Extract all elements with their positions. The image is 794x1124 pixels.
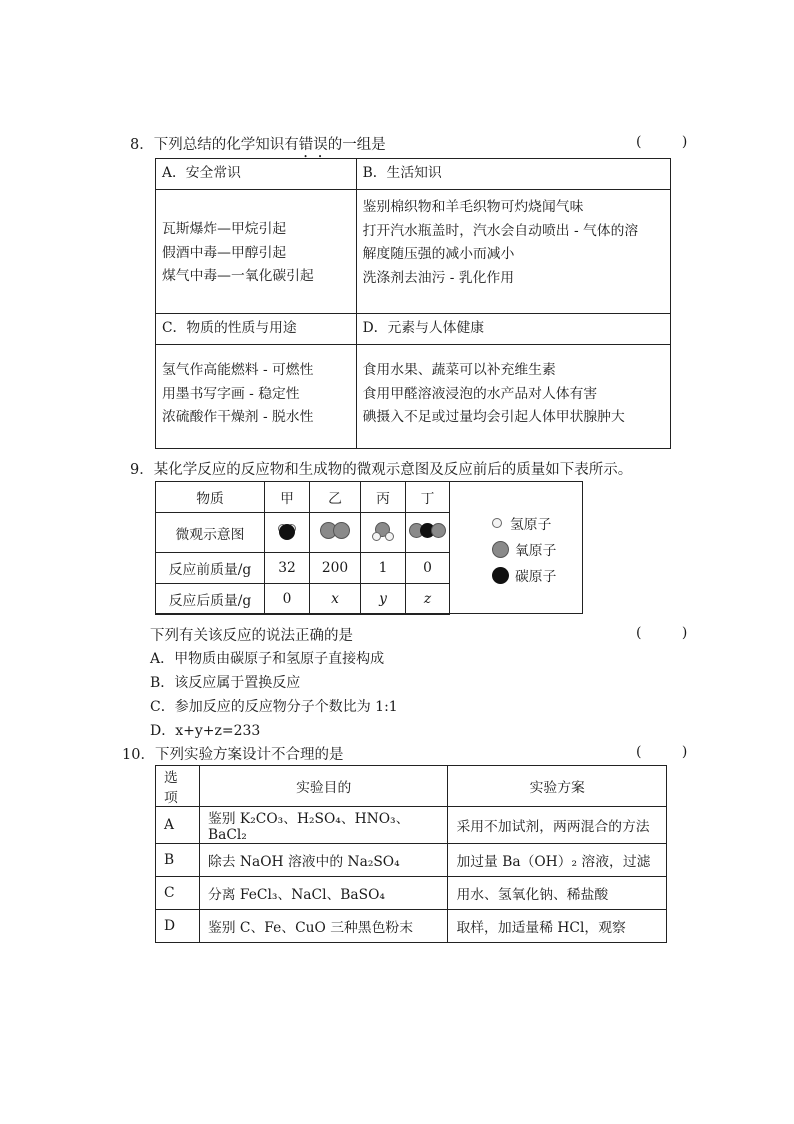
q8-cell-d-body [356,345,670,449]
q10-row-a-plan: 采用不加试剂，两两混合的方法 [448,807,667,844]
q10-table [155,765,667,943]
q9-after-bing: y [361,584,406,615]
q9-row-before-label: 反应前质量/g [156,553,265,584]
q9-row-diagram-label: 微观示意图 [156,513,265,553]
carbon-atom-icon [492,567,509,584]
water-molecule-icon [372,521,394,541]
q9-stem: 9．某化学反应的反应物和生成物的微观示意图及反应前后的质量如下表所示。 [130,462,633,478]
q8-d-line: 食用甲醛溶液浸泡的水产品对人体有害 [362,385,598,402]
q8-cell-b-head: B．生活知识 [356,159,670,190]
table-row [156,910,667,943]
table-row [156,807,667,844]
q9-molecule-yi [310,513,361,553]
q10-row-c-purpose: 分离 FeCl₃、NaCl、BaSO₄ [199,877,447,910]
q9-molecule-jia [265,513,310,553]
q9-header-jia: 甲 [265,482,310,513]
q9-sub-stem: 下列有关该反应的说法正确的是 [150,628,353,644]
q9-molecule-ding [406,513,450,553]
q9-option-a: A．甲物质由碳原子和氢原子直接构成 [150,651,385,667]
q10-row-d-purpose: 鉴别 C、Fe、CuO 三种黑色粉末 [199,910,447,943]
q8-a-line: 假酒中毒—甲醇引起 [162,244,287,261]
q10-row-d-option: D [156,910,200,943]
q10-header-plan: 实验方案 [448,766,667,807]
oxygen-molecule-icon [320,522,350,539]
q10-row-a-purpose: 鉴别 K₂CO₃、H₂SO₄、HNO₃、BaCl₂ [199,807,447,844]
q8-answer-paren: ( ) [636,134,706,150]
q10-row-b-option: B [156,844,200,877]
legend-hydrogen [492,510,556,536]
q9-option-c: C．参加反应的反应物分子个数比为 1:1 [150,699,398,715]
q8-b-line: 洗涤剂去油污 - 乳化作用 [362,269,515,286]
q8-b-line: 鉴别棉织物和羊毛织物可灼烧闻气味 [362,199,584,215]
q8-cell-a-body [156,190,357,314]
q9-header-ding: 丁 [406,482,450,513]
q9-header-substance: 物质 [156,482,265,513]
q10-answer-paren: ( ) [636,744,706,760]
legend-oxygen-label: 氧原子 [515,543,557,559]
q8-c-line: 浓硫酸作干燥剂 - 脱水性 [162,409,314,425]
q8-cell-c-head: C．物质的性质与用途 [156,314,357,345]
q10-stem: 10．下列实验方案设计不合理的是 [122,747,344,763]
q9-before-bing: 1 [361,553,406,584]
q8-table [155,158,671,449]
table-row [156,877,667,910]
q9-after-yi: x [310,584,361,615]
q9-row-after-label: 反应后质量/g [156,584,265,615]
legend-carbon-label: 碳原子 [515,569,557,585]
q10-row-c-option: C [156,877,200,910]
q9-option-b: B．该反应属于置换反应 [150,675,301,691]
hydrogen-atom-icon [492,518,502,528]
q9-after-ding: z [406,584,450,615]
q8-cell-a-head: A．安全常识 [156,159,357,190]
q8-a-line: 瓦斯爆炸—甲烷引起 [162,221,287,237]
q9-answer-paren: ( ) [636,625,706,641]
q8-d-line: 食用水果、蔬菜可以补充维生素 [362,362,556,378]
q9-before-yi: 200 [310,553,361,584]
q8-cell-d-head: D．元素与人体健康 [356,314,670,345]
carbon-dioxide-molecule-icon [409,523,446,538]
q8-cell-c-body [156,345,357,449]
q9-option-d: D．x+y+z=233 [150,723,261,739]
q8-stem [130,133,386,161]
q8-d-line: 碘摄入不足或过量均会引起人体甲状腺肿大 [362,409,625,425]
q9-before-ding: 0 [406,553,450,584]
q9-before-jia: 32 [265,553,310,584]
q9-header-yi: 乙 [310,482,361,513]
q9-table [155,481,450,615]
methane-molecule-icon [275,521,299,541]
q10-header-option: 选项 [156,766,200,807]
q10-row-b-purpose: 除去 NaOH 溶液中的 Na₂SO₄ [199,844,447,877]
q8-stem-post: 的一组是 [327,137,386,153]
q10-row-c-plan: 用水、氢氧化钠、稀盐酸 [448,877,667,910]
q9-molecule-bing [361,513,406,553]
q10-row-d-plan: 取样，加适量稀 HCl，观察 [448,910,667,943]
q8-b-line: 解度随压强的减小而减小 [362,246,515,262]
q8-c-line: 用墨书写字画 - 稳定性 [162,385,300,402]
legend-oxygen [492,536,556,562]
q8-c-line: 氢气作高能燃料 - 可燃性 [162,362,314,378]
legend-carbon [492,562,556,588]
legend-hydrogen-label: 氢原子 [510,517,552,533]
q9-legend [492,510,556,588]
q9-header-bing: 丙 [361,482,406,513]
q10-row-a-option: A [156,807,200,844]
q8-b-line: 打开汽水瓶盖时，汽水会自动喷出 - 气体的溶 [362,222,639,239]
q8-cell-b-body [356,190,670,314]
table-row [156,844,667,877]
q8-stem-emphasis: 错误 [298,137,328,153]
q8-stem-pre: 8．下列总结的化学知识有 [130,137,299,153]
q10-row-b-plan: 加过量 Ba（OH）₂ 溶液，过滤 [448,844,667,877]
oxygen-atom-icon [492,541,509,558]
q9-after-jia: 0 [265,584,310,615]
q10-header-purpose: 实验目的 [199,766,447,807]
q8-a-line: 煤气中毒—一氧化碳引起 [162,268,314,284]
